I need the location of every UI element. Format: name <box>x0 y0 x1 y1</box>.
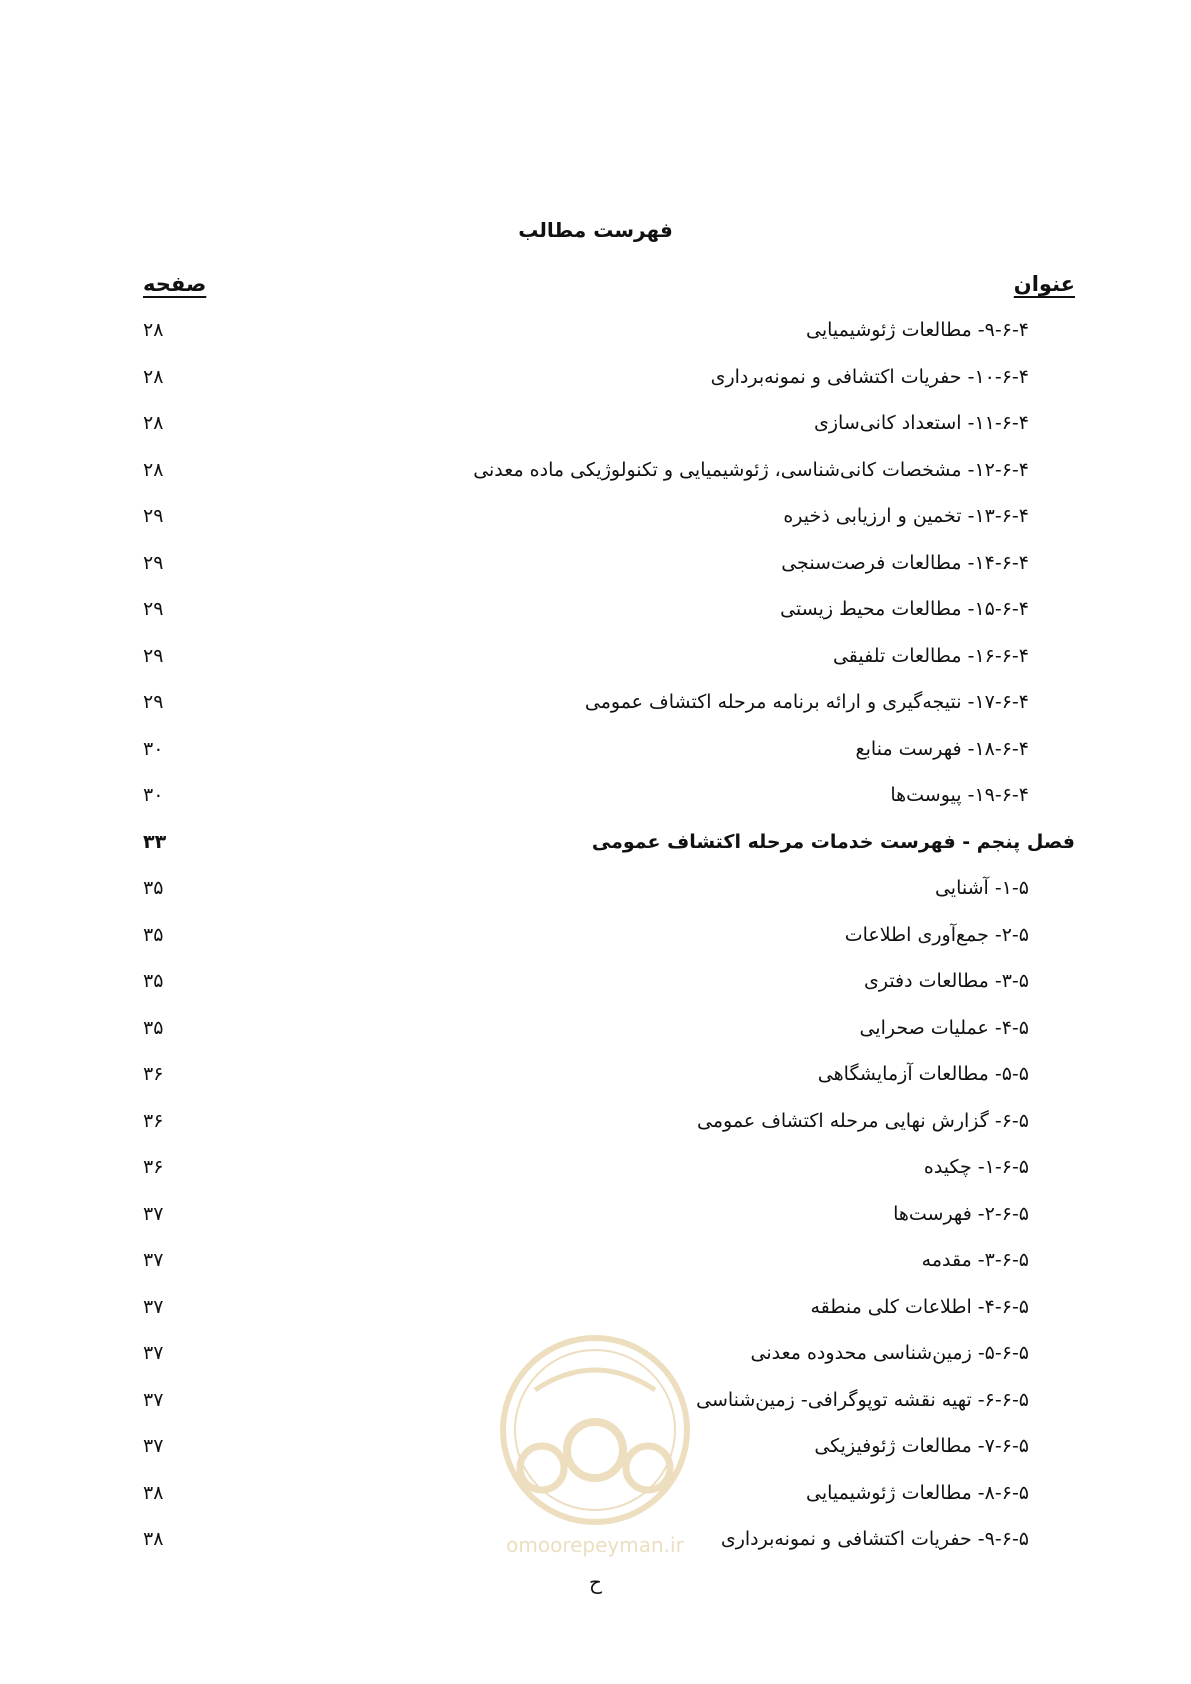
toc-entry-page: ۳۷ <box>143 1388 164 1411</box>
toc-entry-title: ۹-۶-۵- حفریات اکتشافی و نمونه‌برداری <box>720 1528 1029 1550</box>
toc-row <box>143 1104 1075 1151</box>
toc-entry-page: ۳۷ <box>143 1202 164 1225</box>
toc-entry-title: ۵-۵- مطالعات آزمایشگاهی <box>817 1063 1029 1085</box>
toc-entry-page: ۲۹ <box>143 598 164 620</box>
toc-row <box>143 453 1075 500</box>
toc-row <box>143 778 1075 825</box>
toc-entry-title: ۴-۶-۵- اطلاعات کلی منطقه <box>810 1295 1029 1318</box>
toc-entry-page: ۲۹ <box>143 691 164 713</box>
toc-entry-page: ۳۶ <box>143 1156 164 1178</box>
toc-entry-title: ۲-۶-۵- فهرست‌ها <box>893 1202 1029 1225</box>
toc-entry-page: ۲۹ <box>143 644 164 667</box>
toc-entry-page: ۳۵ <box>143 877 164 899</box>
toc-entry-title: ۴-۵- عملیات صحرایی <box>859 1016 1029 1039</box>
toc-entry-page: ۳۵ <box>143 1016 164 1039</box>
toc-entry-page: ۳۳ <box>143 830 167 853</box>
toc-entry-title: ۸-۶-۵- مطالعات ژئوشیمیایی <box>805 1481 1029 1504</box>
toc-entry-page: ۲۸ <box>143 458 164 481</box>
toc-entry-title: ۶-۶-۵- تهیه نقشه توپوگرافی- زمین‌شناسی <box>696 1388 1029 1411</box>
toc-entry-page: ۳۸ <box>143 1528 164 1550</box>
toc-entry-page: ۳۵ <box>143 970 164 992</box>
toc-entry-page: ۳۵ <box>143 923 164 946</box>
toc-row <box>143 964 1075 1011</box>
toc-entry-page: ۲۸ <box>143 365 164 388</box>
toc-row <box>143 1243 1075 1290</box>
toc-row <box>143 313 1075 360</box>
toc-entry-title: ۱۹-۶-۴- پیوست‌ها <box>890 784 1029 806</box>
toc-entry-page: ۲۸ <box>143 319 164 341</box>
toc-entry-page: ۲۹ <box>143 505 164 527</box>
toc-row <box>143 1197 1075 1244</box>
toc-entry-title: ۱۶-۶-۴- مطالعات تلفیقی <box>832 644 1029 667</box>
toc-entry-title: ۱۰-۶-۴- حفریات اکتشافی و نمونه‌برداری <box>710 365 1029 388</box>
toc-entry-title: ۷-۶-۵- مطالعات ژئوفیزیکی <box>814 1435 1029 1457</box>
toc-entry-page: ۳۷ <box>143 1435 164 1457</box>
toc-entry-title: ۱۴-۶-۴- مطالعات فرصت‌سنجی <box>781 551 1029 574</box>
toc-entry-title: ۱-۶-۵- چکیده <box>923 1156 1029 1178</box>
toc-entry-title: ۹-۶-۴- مطالعات ژئوشیمیایی <box>805 319 1029 341</box>
toc-entry-title: ۳-۶-۵- مقدمه <box>921 1249 1029 1271</box>
toc-row <box>143 732 1075 779</box>
toc-entry-title: ۳-۵- مطالعات دفتری <box>863 970 1029 992</box>
toc-entry-page: ۳۶ <box>143 1063 164 1085</box>
toc-entry-page: ۲۸ <box>143 412 164 434</box>
toc-row <box>143 871 1075 918</box>
toc-row <box>143 639 1075 686</box>
toc-entry-page: ۳۸ <box>143 1481 164 1504</box>
toc-row <box>143 360 1075 407</box>
toc-row <box>143 1057 1075 1104</box>
toc-entry-title: ۱۷-۶-۴- نتیجه‌گیری و ارائه برنامه مرحله اکتشاف عمومی <box>584 691 1029 713</box>
toc-entry-title: ۵-۶-۵- زمین‌شناسی محدوده معدنی <box>750 1342 1029 1364</box>
toc-entry-title: ۱۱-۶-۴- استعداد کانی‌سازی <box>813 412 1029 434</box>
toc-entry-page: ۲۹ <box>143 551 164 574</box>
toc-entry-page: ۳۰ <box>143 784 164 806</box>
toc-entry-title: ۶-۵- گزارش نهایی مرحله اکتشاف عمومی <box>697 1109 1029 1132</box>
toc-entry-title: ۱۳-۶-۴- تخمین و ارزیابی ذخیره <box>783 505 1029 527</box>
page-number: ح <box>589 1570 602 1594</box>
page-column-header: صفحه <box>143 272 207 296</box>
toc-row <box>143 1011 1075 1058</box>
toc-header <box>143 272 1075 304</box>
toc-row <box>143 592 1075 639</box>
watermark-logo-icon <box>490 1330 700 1560</box>
toc-entry-title: ۱-۵- آشنایی <box>934 877 1029 899</box>
toc-row <box>143 918 1075 965</box>
toc-row <box>143 499 1075 546</box>
watermark-text: omoorepeyman.ir <box>506 1533 684 1557</box>
toc-entry-page: ۳۰ <box>143 737 164 760</box>
toc-row <box>143 546 1075 593</box>
title-column-header: عنوان <box>1013 272 1075 296</box>
toc-entry-page: ۳۷ <box>143 1249 164 1271</box>
page-title: فهرست مطالب <box>518 218 673 242</box>
toc-entry-title: ۲-۵- جمع‌آوری اطلاعات <box>844 923 1029 946</box>
toc-entry-page: ۳۶ <box>143 1109 164 1132</box>
toc-row <box>143 406 1075 453</box>
toc-row <box>143 1150 1075 1197</box>
toc-entry-page: ۳۷ <box>143 1295 164 1318</box>
toc-entry-title: فصل پنجم - فهرست خدمات مرحله اکتشاف عمومی <box>591 830 1075 853</box>
toc-chapter-row <box>143 825 1075 872</box>
toc-entry-page: ۳۷ <box>143 1342 164 1364</box>
toc-entry-title: ۱۲-۶-۴- مشخصات کانی‌شناسی، ژئوشیمیایی و تکنولوژیکی ماده معدنی <box>473 458 1029 481</box>
toc-entry-title: ۱۵-۶-۴- مطالعات محیط زیستی <box>780 598 1029 620</box>
toc-row <box>143 685 1075 732</box>
toc-entry-title: ۱۸-۶-۴- فهرست منابع <box>855 737 1029 760</box>
